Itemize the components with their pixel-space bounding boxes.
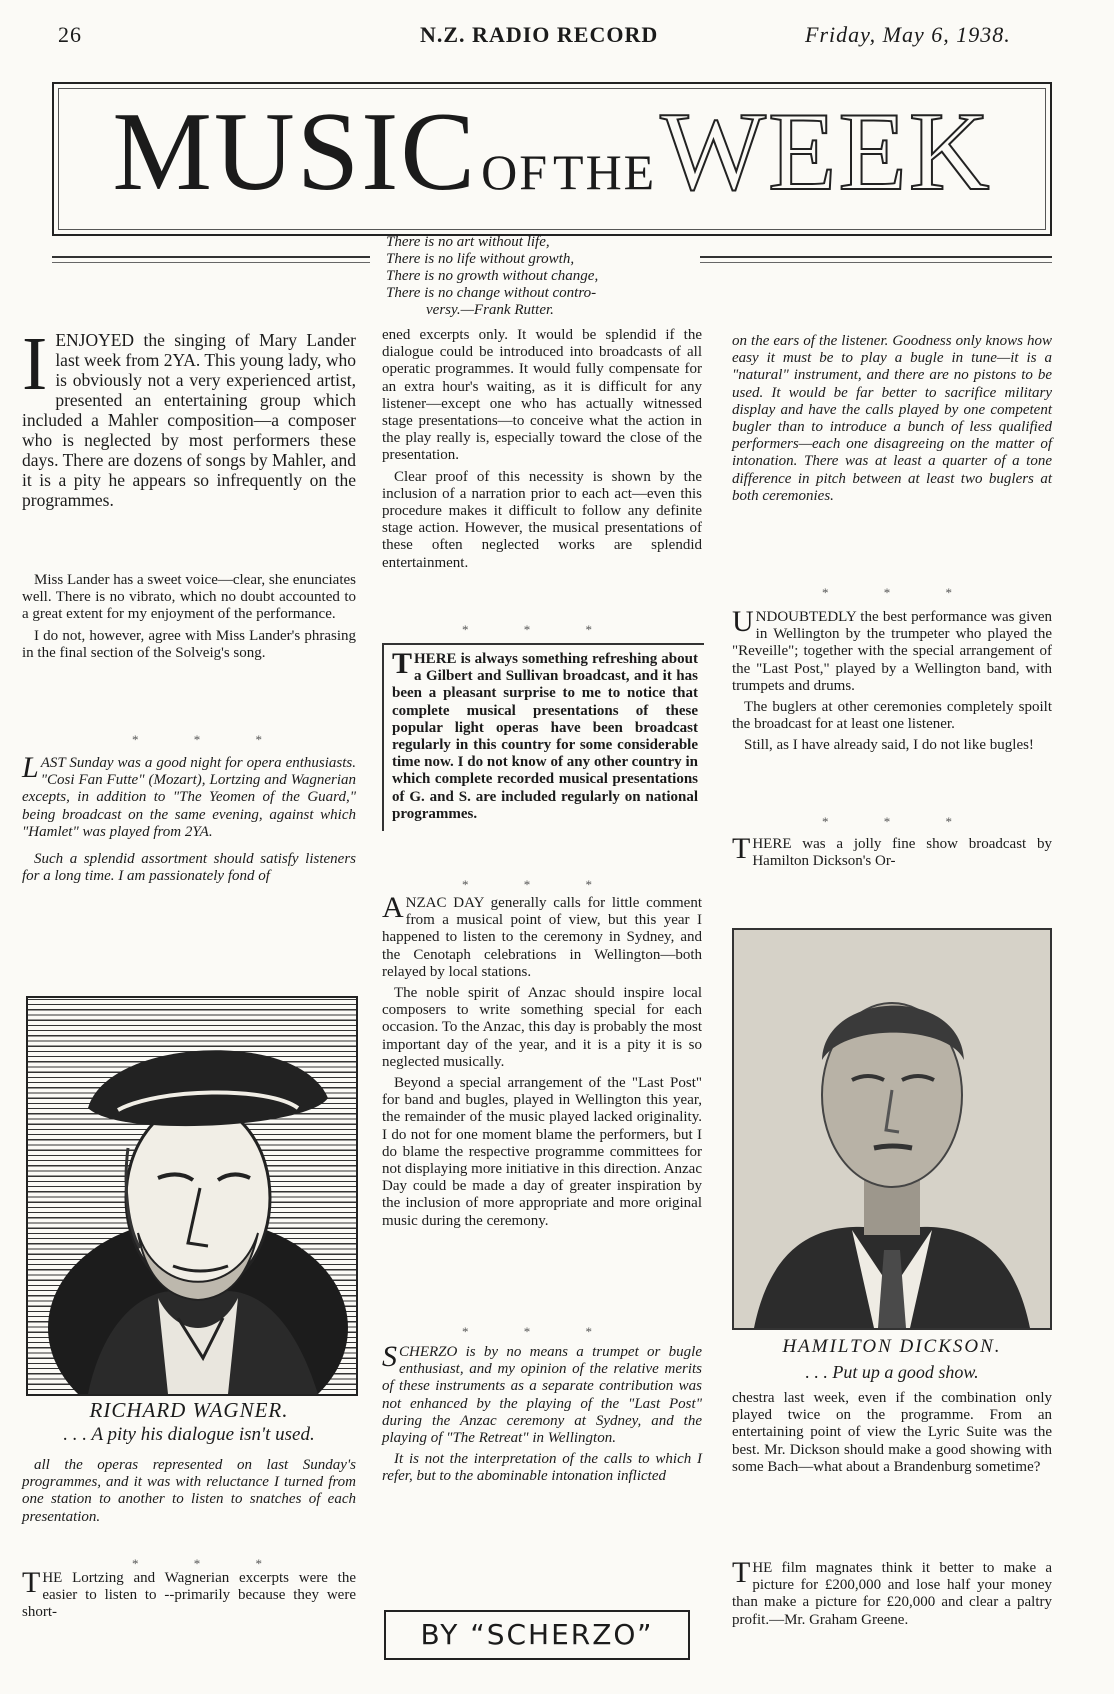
paragraph: UNDOUBTEDLY the best performance was given in Wellington by the trumpeter who played the "Reveille"; together with the special arrangement of the "Last Post," played by a Wellington band, with trumpets and drums. xyxy=(732,605,1052,694)
drop-cap: I xyxy=(22,322,48,406)
article-column-3-bugles xyxy=(732,605,1052,759)
paragraph: THE Lortzing and Wagnerian excerpts were the easier to listen to --primarily because they were short- xyxy=(22,1566,356,1621)
section-separator: * * * xyxy=(132,732,288,747)
byline: BY “SCHERZO” xyxy=(384,1610,690,1660)
masthead-word-of: OF xyxy=(481,144,550,200)
wagner-caption-quote: . . . A pity his dialogue isn't used. xyxy=(63,1424,315,1445)
section-separator: * * * xyxy=(822,585,978,600)
paragraph: Clear proof of this necessity is shown by the inclusion of a narration prior to each act—even this procedure makes it difficult to follow any definite stage action. However, the musical presentations of these often neglected works are splendid entertainment. xyxy=(382,468,702,571)
paragraph: THERE was a jolly fine show broadcast by Hamilton Dickson's Or- xyxy=(732,832,1052,870)
epigraph-rule-right xyxy=(700,256,1052,263)
paragraph: ANZAC DAY generally calls for little comment from a musical point of view, but this year I happened to listen to the ceremony in Sydney, and the Cenotaph celebrations in Wellington—both relayed by local stations. xyxy=(382,891,702,980)
epigraph-line: There is no life without growth, xyxy=(386,251,575,267)
article-column-2-anzac xyxy=(382,891,702,1234)
paragraph: It is not the interpretation of the calls to which I refer, but to the abominable intonation inflicted xyxy=(382,1451,702,1485)
paragraph: chestra last week, even if the combination only played twice on the programme. From an entertaining point of view the Lyric Suite was the best. Mr. Dickson should make a good showing with some Bach—what about a Brandenburg sometime? xyxy=(732,1390,1052,1475)
masthead-word-the: THE xyxy=(553,144,657,200)
epigraph xyxy=(386,234,686,319)
paragraph: Such a splendid assortment should satisfy listeners for a long time. I am passionately fond of xyxy=(22,851,356,885)
article-column-1-opera xyxy=(22,751,356,889)
publication-name: N.Z. RADIO RECORD xyxy=(420,22,659,47)
wagner-portrait-image xyxy=(26,996,358,1396)
article-column-2-scherzo xyxy=(382,1340,702,1490)
article-column-2-upper xyxy=(382,327,702,576)
intro-paragraph xyxy=(22,322,356,510)
paragraph: THERE is always something refreshing about a Gilbert and Sullivan broadcast, and it has been a pleasant surprise to me to notice that complete musical presentations of these popular light operas have been broadcast regularly in this country for some considerable time now. I do not know of any other country in which complete recorded musical presentations of G. and S. are included regularly on national programmes. xyxy=(392,647,698,822)
article-column-3-dickson-intro xyxy=(732,832,1052,874)
page-number: 26 xyxy=(58,22,82,47)
masthead-word-music: MUSIC xyxy=(112,90,478,214)
wagner-caption-name: RICHARD WAGNER. xyxy=(89,1398,289,1422)
dickson-portrait-drawing xyxy=(734,930,1050,1328)
dickson-portrait-image xyxy=(732,928,1052,1330)
paragraph: The buglers at other ceremonies completely spoilt the broadcast for at least one listener. xyxy=(732,699,1052,733)
article-column-3-film-quote xyxy=(732,1556,1052,1633)
section-separator: * * * xyxy=(462,1324,618,1339)
paragraph: LAST Sunday was a good night for opera enthusiasts. "Cosi Fan Futte" (Mozart), Lortzing and Wagnerian excepts, in addition to "The Yeomen of the Guard," being broadcast on the same evening, against which "Hamlet" was played from 2YA. xyxy=(22,751,356,840)
paragraph: THE film magnates think it better to make a picture for £200,000 and lose half your money than make a picture for £20,000 and clear a paltry profit.—Mr. Graham Greene. xyxy=(732,1556,1052,1628)
epigraph-line: There is no change without contro- xyxy=(386,285,597,301)
paragraph: on the ears of the listener. Goodness only knows how easy it must be to play a bugle in tune—it is a "natural" instrument, and there are no pistons to be used. It would be far better to sacrifice military display and have the calls played by one competent bugler than to introduce a bunch of less qualified performers—each one disagreeing on the matter of intonation. There was at least a quarter of a tone difference in pitch between at least two buglers at both ceremonies. xyxy=(732,333,1052,504)
section-separator: * * * xyxy=(132,1556,288,1571)
paragraph: ened excerpts only. It would be splendid if the dialogue could be introduced into broadcasts of all operatic programmes. It would fully compensate for an extra hour's waiting, as it is difficult for any listener—except one who has actually witnessed stage presentations—to conceive what the action in the play really is, especially toward the close of the presentation. xyxy=(382,327,702,464)
epigraph-line: There is no growth without change, xyxy=(386,268,599,284)
article-column-1-bottom xyxy=(22,1566,356,1626)
masthead-word-week: WEEK xyxy=(660,90,992,214)
epigraph-rule-left xyxy=(52,256,370,263)
paragraph: The noble spirit of Anzac should inspire local composers to write something special for each occasion. To the Anzac, this day is probably the most important day of the year, and it is a pity it is so neglected musically. xyxy=(382,985,702,1070)
wagner-portrait-drawing xyxy=(28,998,356,1394)
section-separator: * * * xyxy=(822,814,978,829)
dickson-caption-quote: . . . Put up a good show. xyxy=(805,1362,979,1382)
epigraph-line: There is no art without life, xyxy=(386,234,550,250)
paragraph: Still, as I have already said, I do not like bugles! xyxy=(744,737,1034,754)
paragraph: Miss Lander has a sweet voice—clear, she enunciates well. There is no vibrato, which no doubt accounted to a great extent for my enjoyment of the performance. xyxy=(22,572,356,623)
section-separator: * * * xyxy=(462,877,618,892)
article-column-1-upper xyxy=(22,572,356,666)
paragraph: all the operas represented on last Sunday's programmes, and it was with reluctance I turned from one station to another to listen to snatches of each presentation. xyxy=(22,1457,356,1525)
article-column-1-lower xyxy=(22,1457,356,1530)
masthead-title xyxy=(52,90,1052,214)
paragraph: I do not, however, agree with Miss Lander's phrasing in the final section of the Solveig's song. xyxy=(22,627,356,661)
dickson-caption-name: HAMILTON DICKSON. xyxy=(782,1336,1002,1357)
paragraph: Beyond a special arrangement of the "Last Post" for band and bugles, played in Wellington this year, the remainder of the music played lacked originality. I do not for one moment blame the performers, but I do blame the respective programme committees for not displaying more initiative in this direction. Anzac Day could be made a day of greater inspiration by the inclusion of more appropriate and more original music during the ceremony. xyxy=(382,1075,702,1229)
article-column-3-upper xyxy=(732,333,1052,509)
issue-date: Friday, May 6, 1938. xyxy=(805,22,1011,47)
intro-text: ENJOYED the singing of Mary Lander last week from 2YA. This young lady, who is obviously not a very experienced artist, presented an entertaining group which included a Mahler composition—a composer who is neglected by most performers these days. There are dozens of songs by Mahler, and it is a pity he appears so infrequently on the programmes. xyxy=(22,330,356,510)
section-separator: * * * xyxy=(462,622,618,637)
gilbert-sullivan-box xyxy=(382,643,704,831)
paragraph: SCHERZO is by no means a trumpet or bugle enthusiast, and my opinion of the relative merits of these instruments as a separate contribution was not enhanced by the playing of the "Last Post" during the Anzac ceremony at Sydney, and the playing of "The Retreat" in Wellington. xyxy=(382,1340,702,1447)
epigraph-attribution: versy.—Frank Rutter. xyxy=(426,302,554,318)
article-column-3-dickson xyxy=(732,1390,1052,1480)
